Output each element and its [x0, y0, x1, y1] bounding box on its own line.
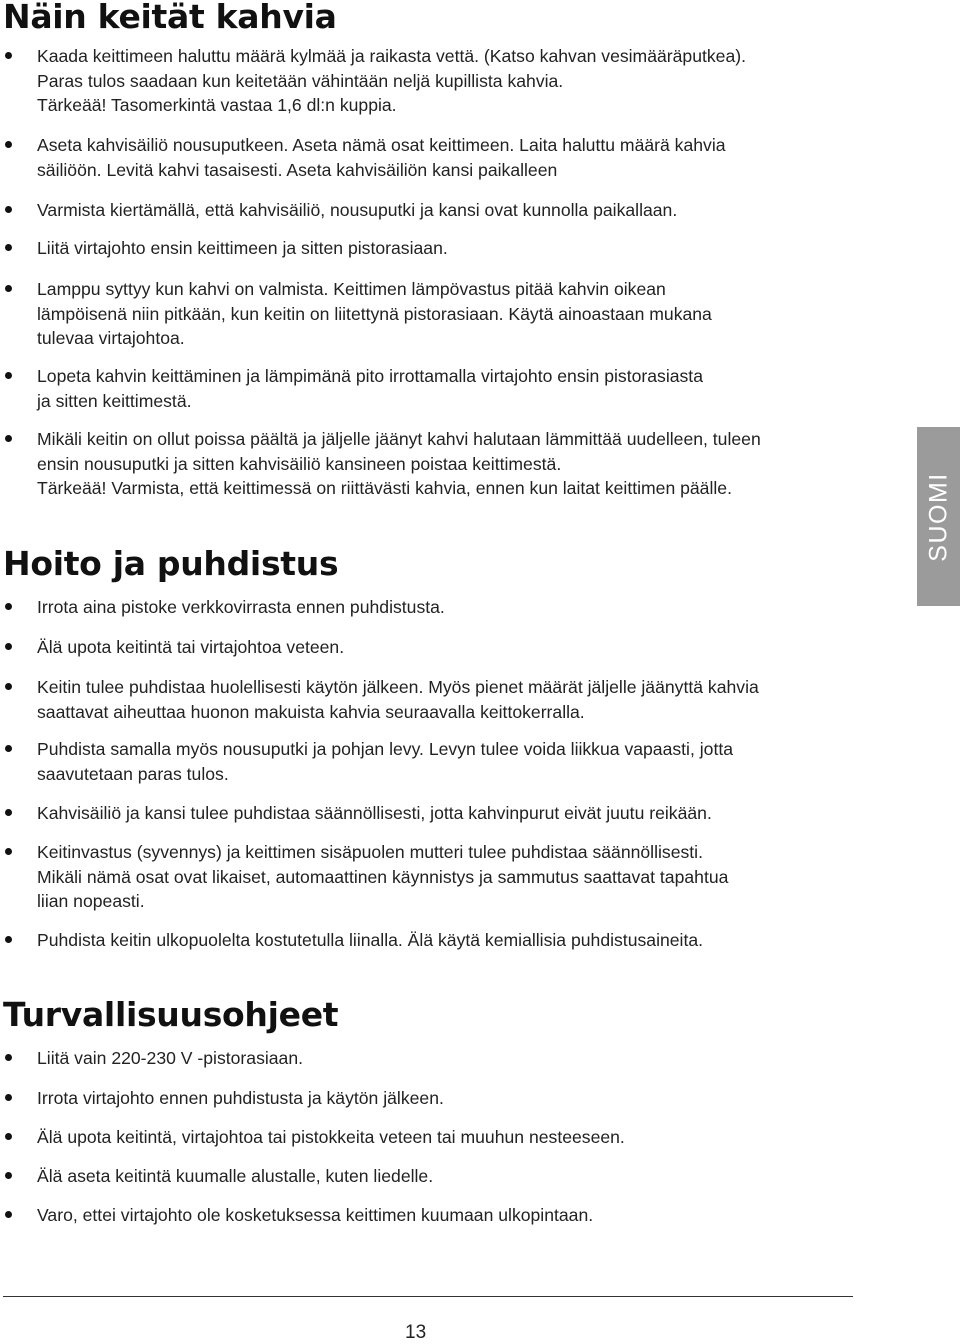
- list-item: [0, 635, 867, 660]
- list-item-text: Lamppu syttyy kun kahvi on valmista. Keittimen lämpövastus pitää kahvin oikean: [37, 279, 666, 299]
- list-item: [0, 595, 867, 620]
- bullet-icon: [5, 809, 12, 816]
- list-item-text: liian nopeasti.: [37, 891, 145, 911]
- bullet-icon: [5, 936, 12, 943]
- list-item-text: Keitinvastus (syvennys) ja keittimen sisäpuolen mutteri tulee puhdistaa säännöllisesti.: [37, 842, 703, 862]
- bullet-icon: [5, 848, 12, 855]
- list-item: [0, 928, 867, 953]
- list-item: [0, 1125, 867, 1150]
- bullet-icon: [5, 745, 12, 752]
- bullet-icon: [5, 603, 12, 610]
- list-item-text: Tärkeää! Varmista, että keittimessä on riittävästi kahvia, ennen kun laitat keittimen päälle.: [37, 478, 732, 498]
- bullet-icon: [5, 435, 12, 442]
- list-item-text: saavutetaan paras tulos.: [37, 763, 229, 784]
- list-item-text: Älä upota keitintä tai virtajohtoa veteen.: [37, 637, 345, 657]
- list-item: [0, 427, 867, 501]
- list-item-text: Liitä vain 220-230 V -pistorasiaan.: [37, 1048, 304, 1068]
- list-item: [0, 364, 867, 413]
- list-item-text: Varmista kiertämällä, että kahvisäiliö, nousuputki ja kansi ovat kunnolla paikallaan.: [37, 200, 678, 220]
- bullet-icon: [5, 52, 12, 59]
- page-number: 13: [405, 1322, 427, 1343]
- bullet-icon: [5, 1094, 12, 1101]
- list-item-text: Varo, ettei virtajohto ole kosketuksessa keittimen kuumaan ulkopintaan.: [37, 1205, 594, 1225]
- list-item: [0, 840, 867, 914]
- list-item-text: Älä upota keitintä, virtajohtoa tai pistokkeita veteen tai muuhun nesteeseen.: [37, 1127, 625, 1147]
- list-item: [0, 675, 867, 724]
- list-item: [0, 737, 867, 786]
- section-title-care-cleaning: Hoito ja puhdistus: [3, 544, 339, 583]
- list-item-text: ja sitten keittimestä.: [37, 390, 192, 411]
- list-item-text: Kaada keittimeen haluttu määrä kylmää ja raikasta vettä. (Katso kahvan vesimääräputkea).: [37, 46, 746, 66]
- list-item-text: Mikäli keitin on ollut poissa päältä ja jäljelle jäänyt kahvi halutaan lämmittää uudelleen, tuleen: [37, 429, 761, 449]
- list-item-text: Liitä virtajohto ensin keittimeen ja sitten pistorasiaan.: [37, 238, 448, 258]
- list-item-text: Älä aseta keitintä kuumalle alustalle, kuten liedelle.: [37, 1166, 434, 1186]
- bullet-icon: [5, 206, 12, 213]
- list-item: [0, 236, 867, 261]
- list-item-text: Tärkeää! Tasomerkintä vastaa 1,6 dl:n kuppia.: [37, 95, 397, 115]
- bullet-icon: [5, 1054, 12, 1061]
- bullet-icon: [5, 683, 12, 690]
- list-item: [0, 1203, 867, 1228]
- list-item-text: tulevaa virtajohtoa.: [37, 328, 185, 348]
- list-item-text: Paras tulos saadaan kun keitetään vähintään neljä kupillista kahvia.: [37, 70, 564, 91]
- section-title-brewing: Näin keität kahvia: [3, 0, 337, 36]
- section-title-safety: Turvallisuusohjeet: [3, 995, 339, 1034]
- footer-rule: [3, 1296, 853, 1297]
- bullet-icon: [5, 643, 12, 650]
- list-item: [0, 133, 867, 182]
- language-tab: [917, 427, 960, 606]
- list-item-text: saattavat aiheuttaa huonon makuista kahvia seuraavalla keittokerralla.: [37, 701, 585, 722]
- list-item-text: Puhdista keitin ulkopuolelta kostutetulla liinalla. Älä käytä kemiallisia puhdistusaineita.: [37, 930, 704, 950]
- list-item: [0, 277, 867, 351]
- bullet-icon: [5, 244, 12, 251]
- list-item-text: ensin nousuputki ja sitten kahvisäiliö kansineen poistaa keittimestä.: [37, 453, 562, 474]
- list-item: [0, 44, 867, 118]
- list-item-text: Puhdista samalla myös nousuputki ja pohjan levy. Levyn tulee voida liikkua vapaasti, jotta: [37, 739, 734, 759]
- list-item-text: Keitin tulee puhdistaa huolellisesti käytön jälkeen. Myös pienet määrät jäljelle jäänyttä kahvia: [37, 677, 759, 697]
- bullet-icon: [5, 372, 12, 379]
- list-item-text: Aseta kahvisäiliö nousuputkeen. Aseta nämä osat keittimeen. Laita haluttu määrä kahvia: [37, 135, 726, 155]
- list-item: [0, 198, 867, 223]
- bullet-icon: [5, 285, 12, 292]
- list-item-text: Lopeta kahvin keittäminen ja lämpimänä pito irrottamalla virtajohto ensin pistorasiasta: [37, 366, 703, 386]
- language-tab-label: SUOMI: [924, 471, 952, 562]
- list-item-text: Irrota aina pistoke verkkovirrasta ennen puhdistusta.: [37, 597, 445, 617]
- list-item-text: lämpöisenä niin pitkään, kun keitin on liitettynä pistorasiaan. Käytä ainoastaan mukana: [37, 303, 712, 324]
- list-item-text: säiliöön. Levitä kahvi tasaisesti. Aseta kahvisäiliön kansi paikalleen: [37, 159, 558, 180]
- list-item: [0, 1164, 867, 1189]
- bullet-icon: [5, 141, 12, 148]
- bullet-icon: [5, 1172, 12, 1179]
- list-item-text: Kahvisäiliö ja kansi tulee puhdistaa säännöllisesti, jotta kahvinpurut eivät juutu reikään.: [37, 803, 712, 823]
- bullet-icon: [5, 1211, 12, 1218]
- bullet-icon: [5, 1133, 12, 1140]
- list-item: [0, 1046, 867, 1071]
- list-item-text: Irrota virtajohto ennen puhdistusta ja käytön jälkeen.: [37, 1088, 444, 1108]
- list-item: [0, 801, 867, 826]
- list-item: [0, 1086, 867, 1111]
- list-item-text: Mikäli nämä osat ovat likaiset, automaattinen käynnistys ja sammutus saattavat tapahtua: [37, 866, 729, 887]
